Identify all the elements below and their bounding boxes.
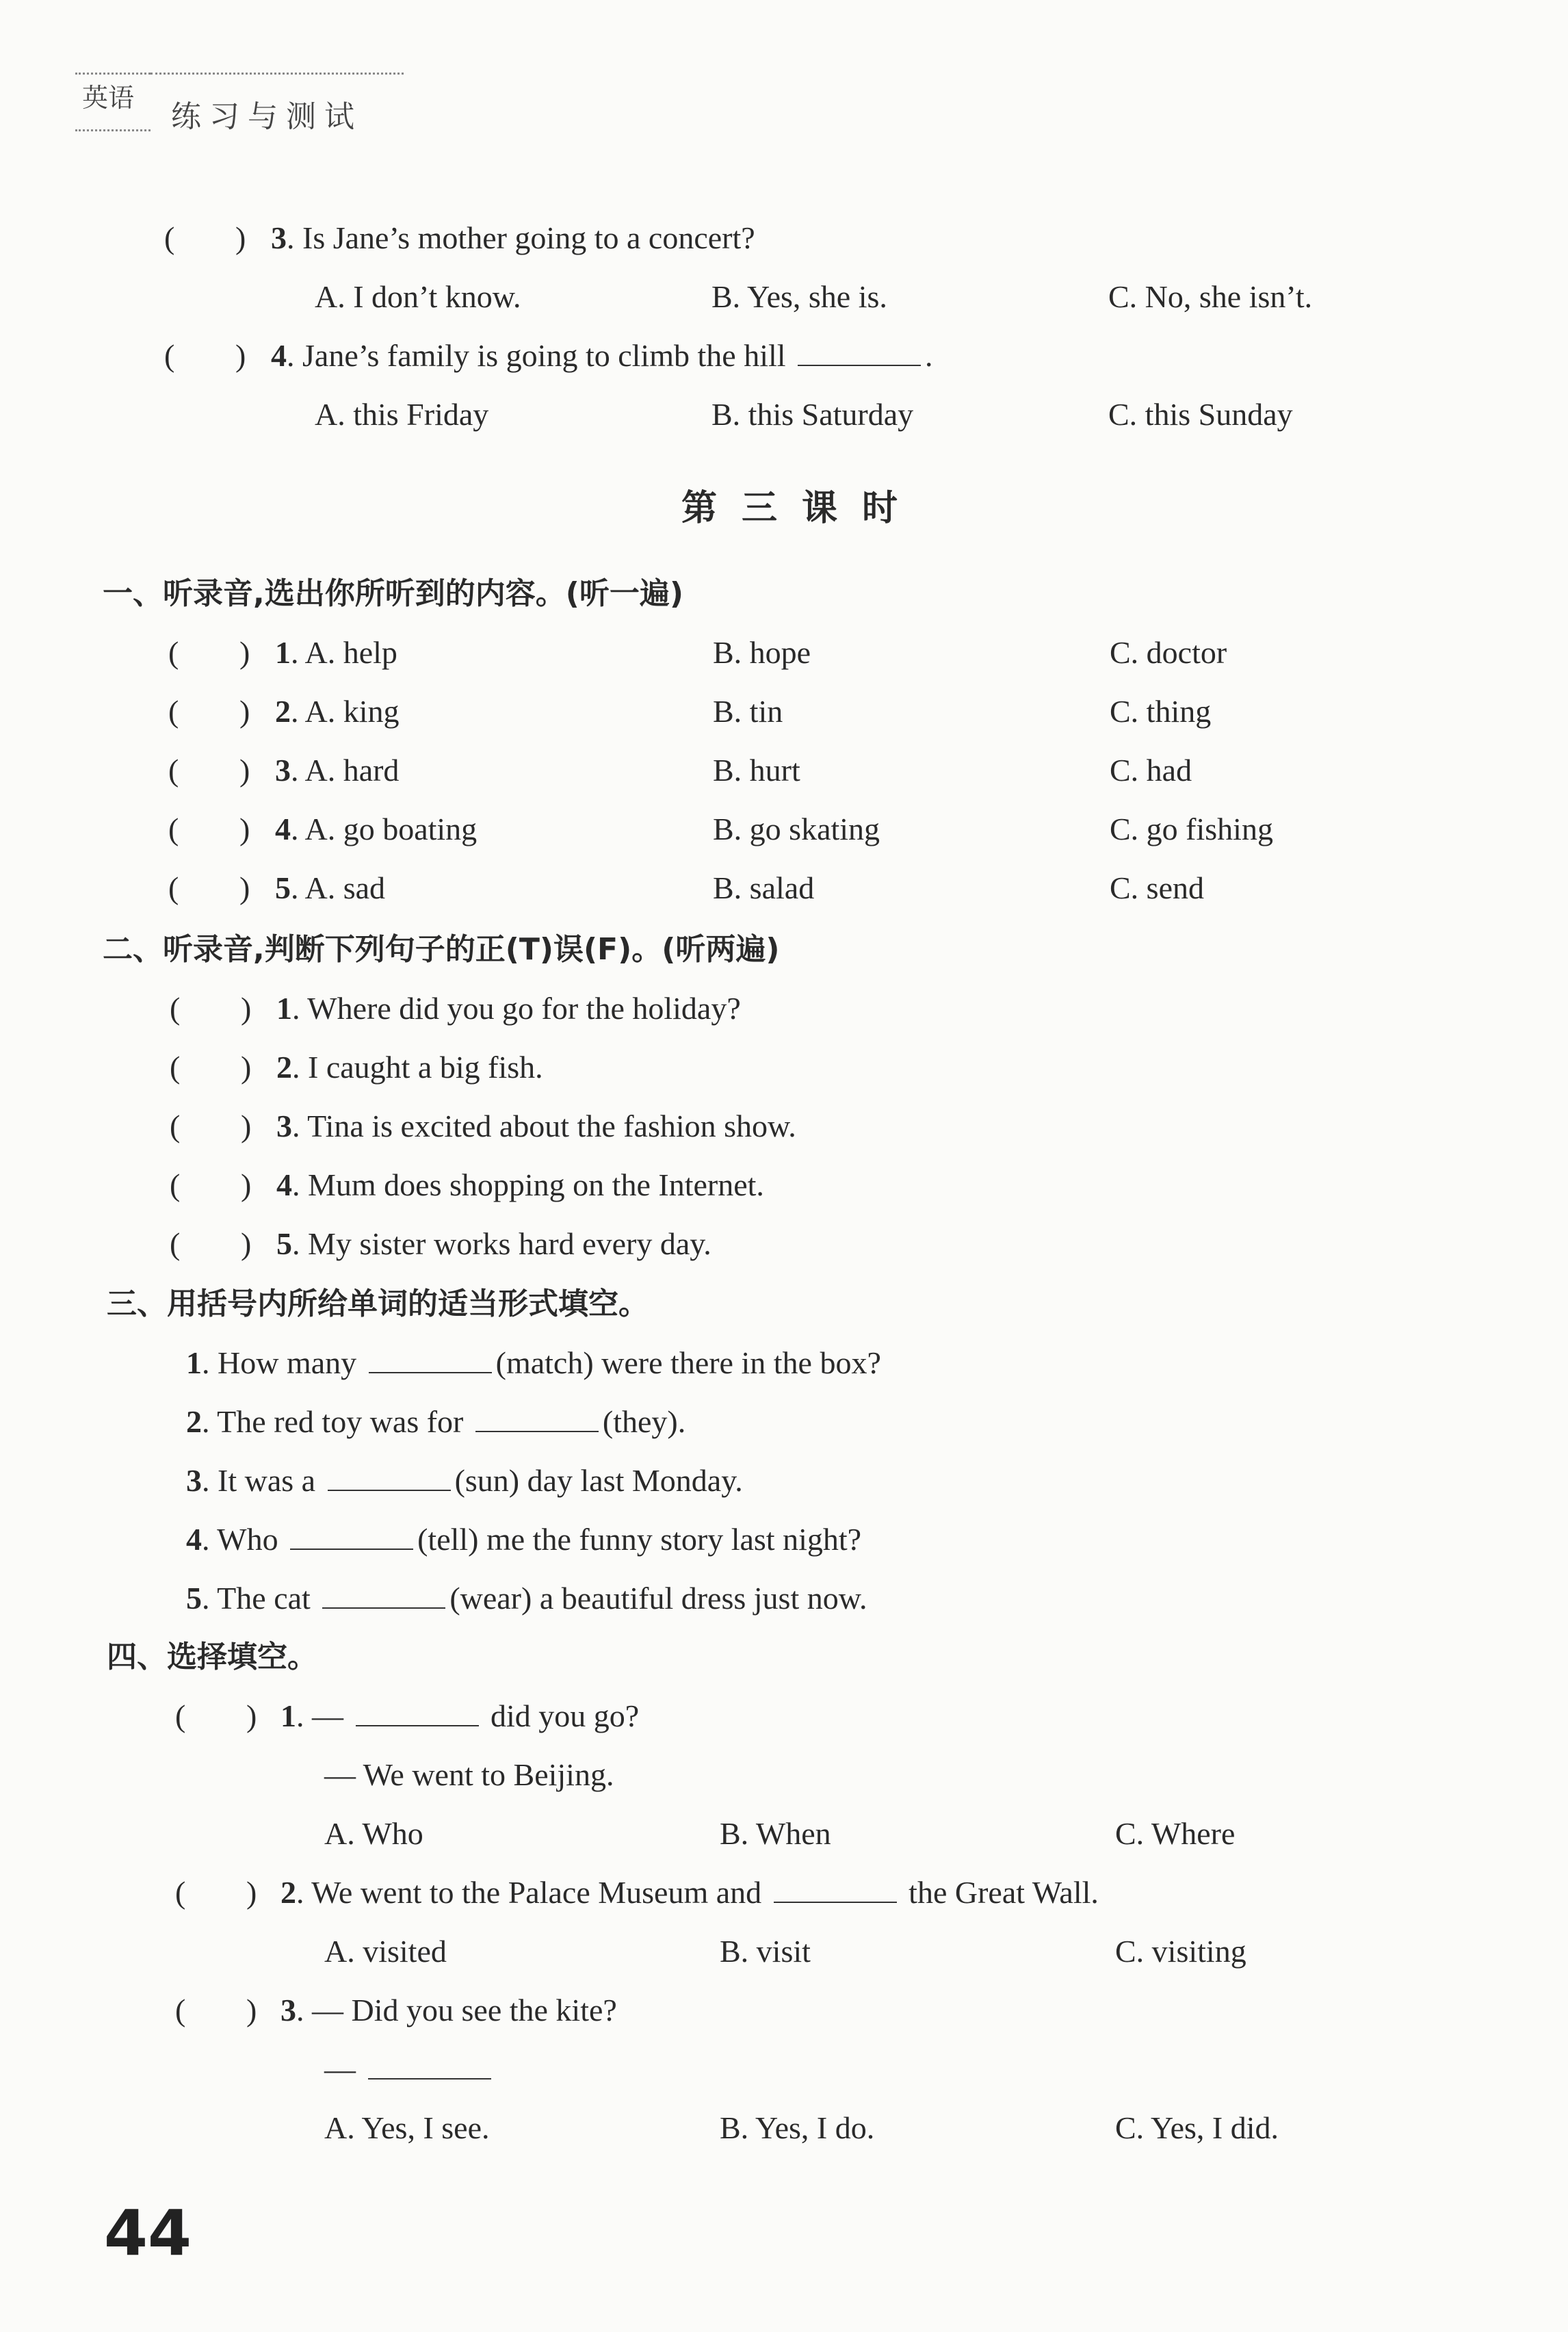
option-b: B. salad [713, 870, 815, 905]
header-subject-tag: 英语 [82, 83, 135, 113]
option-c: C. Yes, I did. [1115, 2110, 1279, 2145]
s2-item-5: 5. My sister works hard every day. [276, 1226, 711, 1261]
s2-item-4: 4. Mum does shopping on the Internet. [276, 1167, 764, 1202]
fill-blank[interactable] [475, 1403, 599, 1432]
fill-blank[interactable] [369, 1345, 492, 1373]
section-4-heading: 四、选择填空。 [107, 1640, 317, 1674]
header-dotted-rule [151, 73, 404, 75]
option-b: B. When [720, 1816, 831, 1851]
option-c: C. doctor [1110, 635, 1227, 670]
section-2-heading: 二、听录音,判断下列句子的正(T)误(F)。(听两遍) [103, 932, 780, 967]
question-top-4: 4. Jane’s family is going to climb the hill . [271, 338, 933, 373]
option-b: B. Yes, she is. [711, 279, 887, 314]
fill-blank[interactable] [356, 1698, 479, 1726]
page-number: 44 [104, 2197, 192, 2270]
option-a: A. Who [324, 1816, 423, 1851]
s4-q1-answer-line: — We went to Beijing. [324, 1757, 614, 1792]
fill-blank[interactable] [798, 337, 921, 366]
s2-item-1: 1. Where did you go for the holiday? [276, 991, 741, 1026]
section-1-heading: 一、听录音,选出你所听到的内容。(听一遍) [103, 576, 683, 611]
s2-item-3: 3. Tina is excited about the fashion show. [276, 1109, 796, 1143]
lesson-title: 第三课时 [681, 488, 923, 529]
header-book-title: 练习与测试 [171, 99, 363, 134]
option-c: C. thing [1110, 694, 1212, 729]
fill-blank[interactable] [774, 1874, 897, 1903]
option-b: B. tin [713, 694, 783, 729]
s1-item-3: 3. A. hard [275, 753, 400, 788]
option-a: A. visited [324, 1934, 447, 1969]
s3-item-3: 3. It was a (sun) day last Monday. [186, 1463, 743, 1498]
fill-blank[interactable] [368, 2051, 491, 2080]
option-c: C. go fishing [1110, 812, 1273, 846]
option-b: B. this Saturday [711, 397, 914, 432]
option-c: C. had [1110, 753, 1192, 788]
question-top-3: 3. Is Jane’s mother going to a concert? [271, 220, 755, 255]
s3-item-5: 5. The cat (wear) a beautiful dress just now. [186, 1581, 867, 1616]
option-a: A. this Friday [315, 397, 489, 432]
fill-blank[interactable] [322, 1580, 445, 1609]
s3-item-2: 2. The red toy was for (they). [186, 1404, 686, 1439]
s3-item-1: 1. How many (match) were there in the box? [186, 1345, 881, 1380]
fill-blank[interactable] [328, 1462, 451, 1491]
option-c: C. send [1110, 870, 1204, 905]
s1-item-5: 5. A. sad [275, 870, 386, 905]
option-c: C. No, she isn’t. [1108, 279, 1313, 314]
s3-item-4: 4. Who (tell) me the funny story last night? [186, 1522, 862, 1557]
s4-q3-answer-line: — [324, 2049, 495, 2090]
s4-question-2: 2. We went to the Palace Museum and the Great Wall. [280, 1875, 1099, 1910]
option-c: C. Where [1115, 1816, 1236, 1851]
section-3-heading: 三、用括号内所给单词的适当形式填空。 [107, 1286, 649, 1321]
option-b: B. Yes, I do. [720, 2110, 875, 2145]
s4-question-3: 3. — Did you see the kite? [280, 1993, 617, 2027]
option-b: B. visit [720, 1934, 811, 1969]
s2-item-2: 2. I caught a big fish. [276, 1050, 543, 1085]
option-a: A. I don’t know. [315, 279, 521, 314]
option-a: A. Yes, I see. [324, 2110, 490, 2145]
s1-item-1: 1. A. help [275, 635, 397, 670]
fill-blank[interactable] [290, 1521, 413, 1550]
option-c: C. visiting [1115, 1934, 1246, 1969]
s4-question-1: 1. — did you go? [280, 1698, 640, 1733]
s1-item-2: 2. A. king [275, 694, 400, 729]
option-b: B. hurt [713, 753, 800, 788]
option-b: B. hope [713, 635, 811, 670]
option-c: C. this Sunday [1108, 397, 1293, 432]
option-b: B. go skating [713, 812, 880, 846]
s1-item-4: 4. A. go boating [275, 812, 478, 846]
